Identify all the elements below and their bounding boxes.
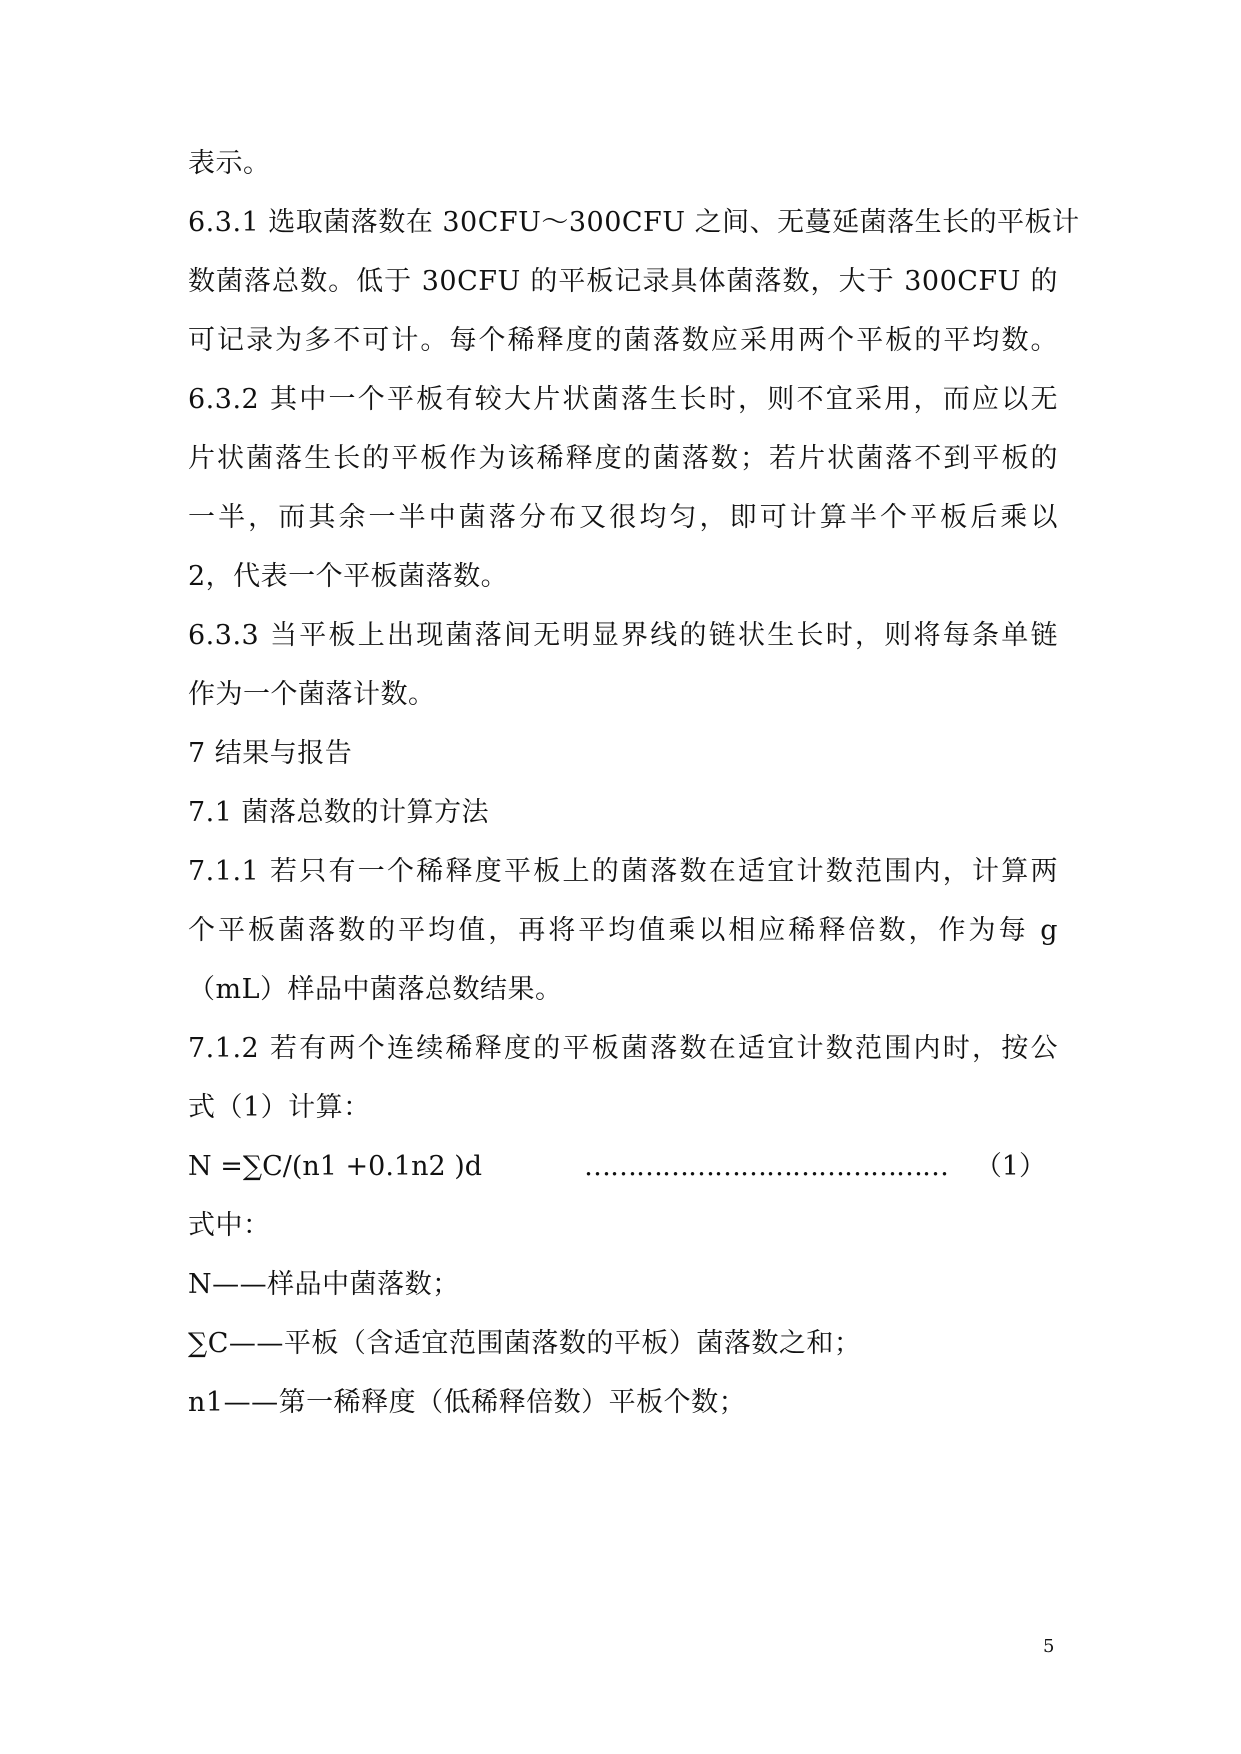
page-number: 5 [1043, 1636, 1055, 1657]
text-line: 6.3.3 当平板上出现菌落间无明显界线的链状生长时，则将每条单链 [188, 620, 1058, 651]
definition-line: ∑C——平板（含适宜范围菌落数的平板）菌落数之和； [188, 1328, 862, 1359]
text-line: 式（1）计算： [188, 1092, 371, 1123]
text-line: 数菌落总数。低于 30CFU 的平板记录具体菌落数，大于 300CFU 的 [188, 266, 1058, 297]
text-line: （mL）样品中菌落总数结果。 [188, 974, 563, 1005]
text-line: 6.3.2 其中一个平板有较大片状菌落生长时，则不宜采用，而应以无 [188, 384, 1058, 415]
text-line: 2，代表一个平板菌落数。 [188, 561, 509, 592]
text-line: 一半，而其余一半中菌落分布又很均匀，即可计算半个平板后乘以 [188, 502, 1058, 533]
section-heading: 7 结果与报告 [188, 738, 353, 769]
formula-expression: N =∑C/(n1 +0.1n2 )d [188, 1151, 483, 1182]
subsection-heading: 7.1 菌落总数的计算方法 [188, 797, 490, 828]
formula [188, 1149, 1058, 1185]
text-line: 表示。 [188, 148, 271, 179]
text-line: 片状菌落生长的平板作为该稀释度的菌落数；若片状菌落不到平板的 [188, 443, 1058, 474]
text-line: 6.3.1 选取菌落数在 30CFU～300CFU 之间、无蔓延菌落生长的平板计 [188, 207, 1080, 238]
definition-line: n1——第一稀释度（低稀释倍数）平板个数； [188, 1387, 747, 1418]
text-line: 可记录为多不可计。每个稀释度的菌落数应采用两个平板的平均数。 [188, 325, 1058, 356]
formula-number: （1） [974, 1151, 1046, 1182]
definition-line: N——样品中菌落数； [188, 1269, 460, 1300]
text-line: 7.1.1 若只有一个稀释度平板上的菌落数在适宜计数范围内，计算两 [188, 856, 1058, 887]
text-line: 7.1.2 若有两个连续稀释度的平板菌落数在适宜计数范围内时，按公 [188, 1033, 1058, 1064]
formula-leader-dots: …………………………………… [584, 1151, 948, 1182]
text-line: 式中： [188, 1210, 271, 1241]
text-line: 个平板菌落数的平均值，再将平均值乘以相应稀释倍数，作为每 g [188, 915, 1058, 946]
text-line: 作为一个菌落计数。 [188, 679, 436, 710]
